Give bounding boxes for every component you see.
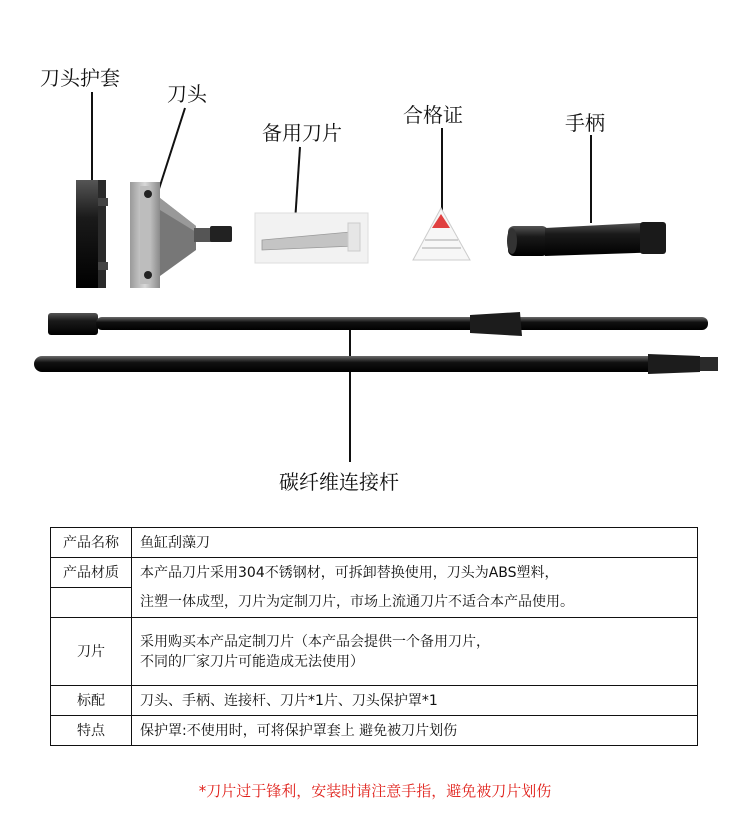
row-value-standard: 刀头、手柄、连接杆、刀片*1片、刀头保护罩*1 — [132, 686, 698, 716]
table-row — [51, 528, 698, 558]
row-value-feature: 保护罩:不使用时，可将保护罩套上 避免被刀片划伤 — [132, 716, 698, 746]
carbon-rod-lower-image — [34, 354, 718, 374]
row-key-material-cont — [51, 588, 132, 618]
row-value-name: 鱼缸刮藻刀 — [132, 528, 698, 558]
table-row — [51, 558, 698, 588]
carbon-rod-upper-image — [48, 312, 708, 336]
blade-head-image — [130, 182, 232, 288]
table-row — [51, 618, 698, 686]
label-blade-cover: 刀头护套 — [40, 66, 120, 90]
row-key-blade: 刀片 — [51, 618, 132, 686]
label-handle: 手柄 — [565, 111, 605, 135]
table-row — [51, 686, 698, 716]
label-certificate: 合格证 — [403, 103, 463, 127]
row-value-blade — [132, 618, 698, 686]
row-key-name: 产品名称 — [51, 528, 132, 558]
row-key-feature: 特点 — [51, 716, 132, 746]
table-row — [51, 716, 698, 746]
label-spare-blade: 备用刀片 — [262, 121, 342, 145]
label-carbon-rod: 碳纤维连接杆 — [279, 470, 399, 494]
certificate-image — [413, 208, 470, 260]
label-blade-head: 刀头 — [167, 82, 207, 106]
handle-image — [507, 222, 666, 256]
blade-line2: 不同的厂家刀片可能造成无法使用） — [140, 653, 364, 670]
table-row — [51, 588, 698, 618]
spare-blade-image — [255, 213, 368, 263]
row-value-material-line1: 本产品刀片采用304不锈钢材，可拆卸替换使用，刀头为ABS塑料， — [132, 558, 698, 588]
row-value-material-line2: 注塑一体成型，刀片为定制刀片，市场上流通刀片不适合本产品使用。 — [132, 588, 698, 618]
row-key-standard: 标配 — [51, 686, 132, 716]
blade-cover-image — [76, 180, 108, 288]
row-key-material: 产品材质 — [51, 558, 132, 588]
safety-warning: *刀片过于锋利，安装时请注意手指，避免被刀片划伤 — [198, 782, 552, 800]
spec-table — [50, 527, 698, 746]
blade-line1: 采用购买本产品定制刀片（本产品会提供一个备用刀片， — [140, 633, 490, 650]
